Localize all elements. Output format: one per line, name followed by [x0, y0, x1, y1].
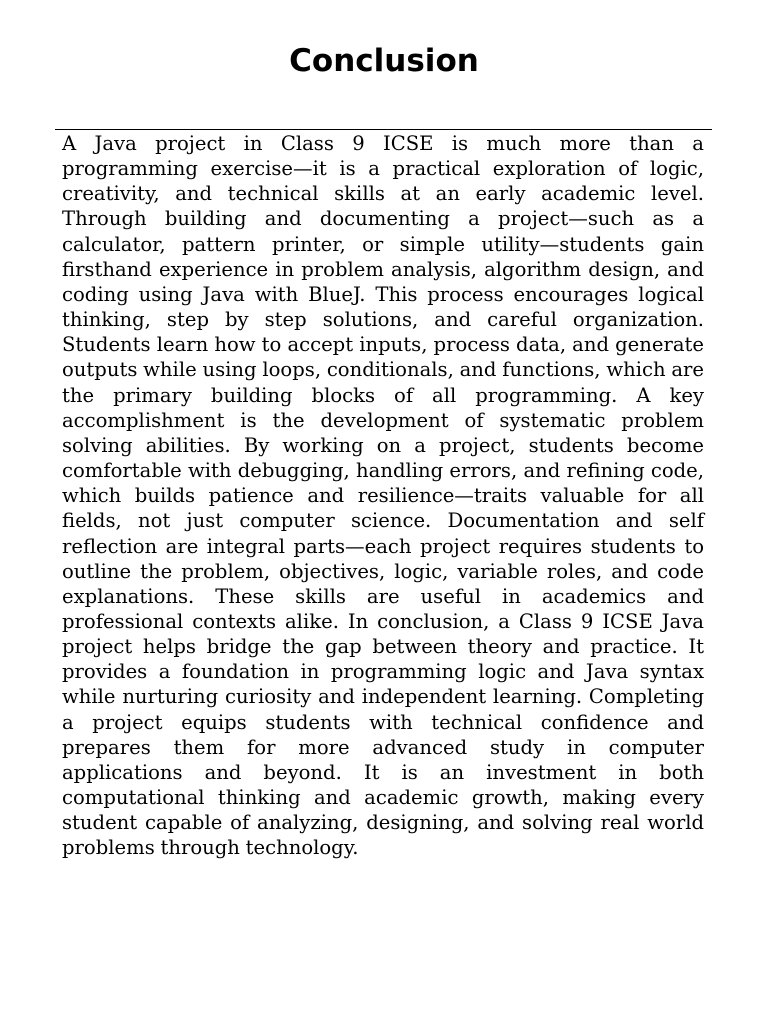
- body-paragraph: A Java project in Class 9 ICSE is much more than a programming exercise—it is a practical exploration of logic, creativity, and technical skills at an early academic level. Through building and documenting a project—such as a calculator, pattern printer, or simple utility—students gain firsthand experience in problem analysis, algorithm design, and coding using Java with BlueJ. This process encourages logical thinking, step by step solutions, and careful organization. Students learn how to accept inputs, process data, and generate outputs while using loops, conditionals, and functions, which are the primary building blocks of all programming. A key accomplishment is the development of systematic problem solving abilities. By working on a project, students become comfortable with debugging, handling errors, and refining code, which builds patience and resilience—traits valuable for all fields, not just computer science. Documentation and self reflection are integral parts—each project requires students to outline the problem, objectives, logic, variable roles, and code explanations. These skills are useful in academics and professional contexts alike. In conclusion, a Class 9 ICSE Java project helps bridge the gap between theory and practice. It provides a foundation in programming logic and Java syntax while nurturing curiosity and independent learning. Completing a project equips students with technical confidence and prepares them for more advanced study in computer applications and beyond. It is an investment in both computational thinking and academic growth, making every student capable of analyzing, designing, and solving real world problems through technology.: [62, 132, 704, 860]
- horizontal-divider: [55, 129, 712, 130]
- page-title: Conclusion: [289, 43, 479, 79]
